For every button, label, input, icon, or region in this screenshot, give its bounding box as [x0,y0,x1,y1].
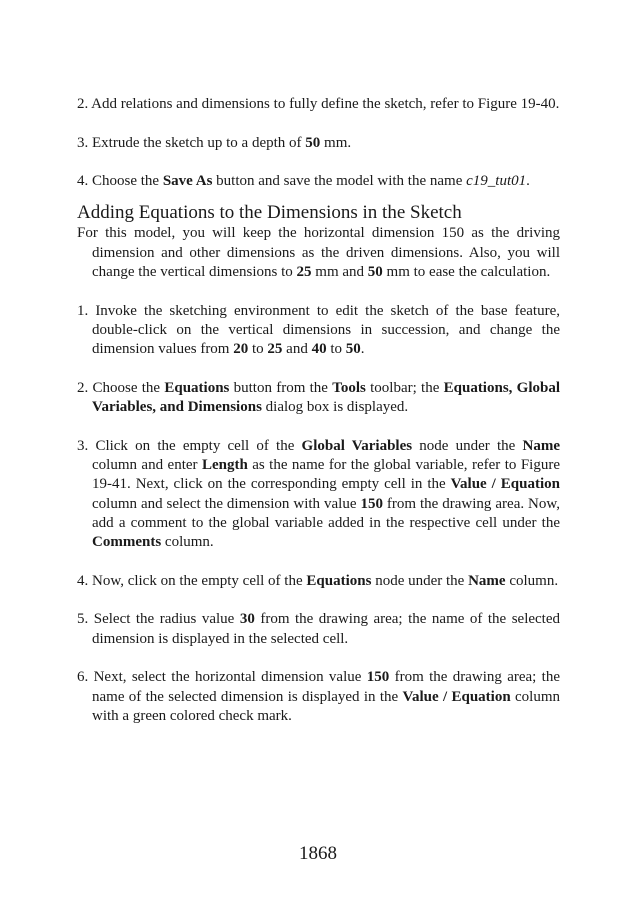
text-run: column with a green colored check mark. [92,688,560,724]
bold-text: Name [468,572,506,589]
steps-bottom [77,302,560,727]
text-run: 4. Choose the [77,173,163,190]
bold-text: 50 [305,134,321,151]
text-run: 2. Choose the [77,379,165,396]
step4-equations-node [77,572,560,591]
text-run: 3. Click on the empty cell of the [77,437,302,454]
text-run: 1. Invoke the sketching environment to edit the sketch of the base feature, double-click on the vertical dimensions in succession, and change the dimension values from [77,302,560,358]
bold-text: 25 [296,264,312,281]
text-run: column. [161,534,214,551]
bold-text: Length [201,457,248,474]
bold-text: 50 [345,341,361,358]
text-run: 3. Extrude the sketch up to a depth of [77,134,306,151]
text-run: . [526,173,530,190]
text-run: and [282,341,312,358]
bold-text: Equations [164,379,230,396]
text-run: 6. Next, select the horizontal dimension value [77,669,367,686]
step2-relations [77,95,560,114]
bold-text: Tools [332,379,366,396]
page-content [77,95,560,726]
step6-horizontal [77,668,560,726]
intro-paragraph [77,224,560,282]
text-run: from the drawing area; the name of the selected dimension is displayed in the [92,669,561,705]
bold-text: Global Variables [301,437,413,454]
step3-global-variables [77,437,560,553]
bold-text: 50 [367,264,383,281]
bold-text: 150 [366,669,390,686]
step2-equations-button [77,379,560,418]
text-run: to [248,341,268,358]
bold-text: Save As [162,173,213,190]
text-run: to [326,341,346,358]
text-run: . [360,341,365,358]
text-run: from the drawing area; the name of the selected dimension is displayed in the selected cell. [92,611,560,647]
text-run: dialog box is displayed. [261,399,409,416]
bold-text: Equations [306,572,372,589]
text-run: mm and [311,264,368,281]
bold-text: Value / Equation [402,688,511,705]
bold-text: Comments [92,534,162,551]
bold-text: 150 [360,495,383,512]
steps-top [77,95,560,191]
bold-text: 40 [311,341,327,358]
section-heading: Adding Equations to the Dimensions in the Sketch [77,202,462,224]
text-run: column and select the dimension with value [92,495,361,512]
bold-text: 30 [239,611,255,628]
text-run: as the name for the global variable, refer to Figure 19-41. Next, click on the corresponding empty cell in the [92,457,560,493]
text-run: from the drawing area. Now, add a comment to the global variable added in the respective cell under the [92,495,560,531]
page-number: 1868 [299,843,337,864]
text-run: 4. Now, click on the empty cell of the [77,572,307,589]
text-run: mm to ease the calculation. [382,264,551,281]
text-run: node under the [371,572,469,589]
text-run: 2. Add relations and dimensions to fully define the sketch, refer to Figure 19-40. [77,96,560,112]
bold-text: 20 [233,341,249,358]
step4-save-as [77,172,560,191]
text-run: toolbar; the [365,379,444,396]
bold-text: Equations, Global Variables, and Dimensions [92,379,561,416]
text-run: column. [505,572,559,589]
bold-text: 25 [267,341,283,358]
text-run: mm. [320,134,352,151]
italic-text: c19_tut01 [466,173,527,190]
step1-invoke-sketch [77,302,560,360]
step5-radius [77,610,560,649]
text-run: 5. Select the radius value [77,611,240,628]
bold-text: Value / Equation [450,476,560,493]
text-run: button from the [229,379,333,396]
text-run: button and save the model with the name [212,173,467,190]
step3-extrude [77,134,560,153]
text-run: For this model, you will keep the horizontal dimension 150 as the driving dimension and other dimensions as the driven dimensions. Also, you will change the vertical dimensions to [77,225,560,281]
text-run: column and enter [92,457,202,474]
text-run: node under the [412,437,523,454]
bold-text: Name [522,437,561,454]
